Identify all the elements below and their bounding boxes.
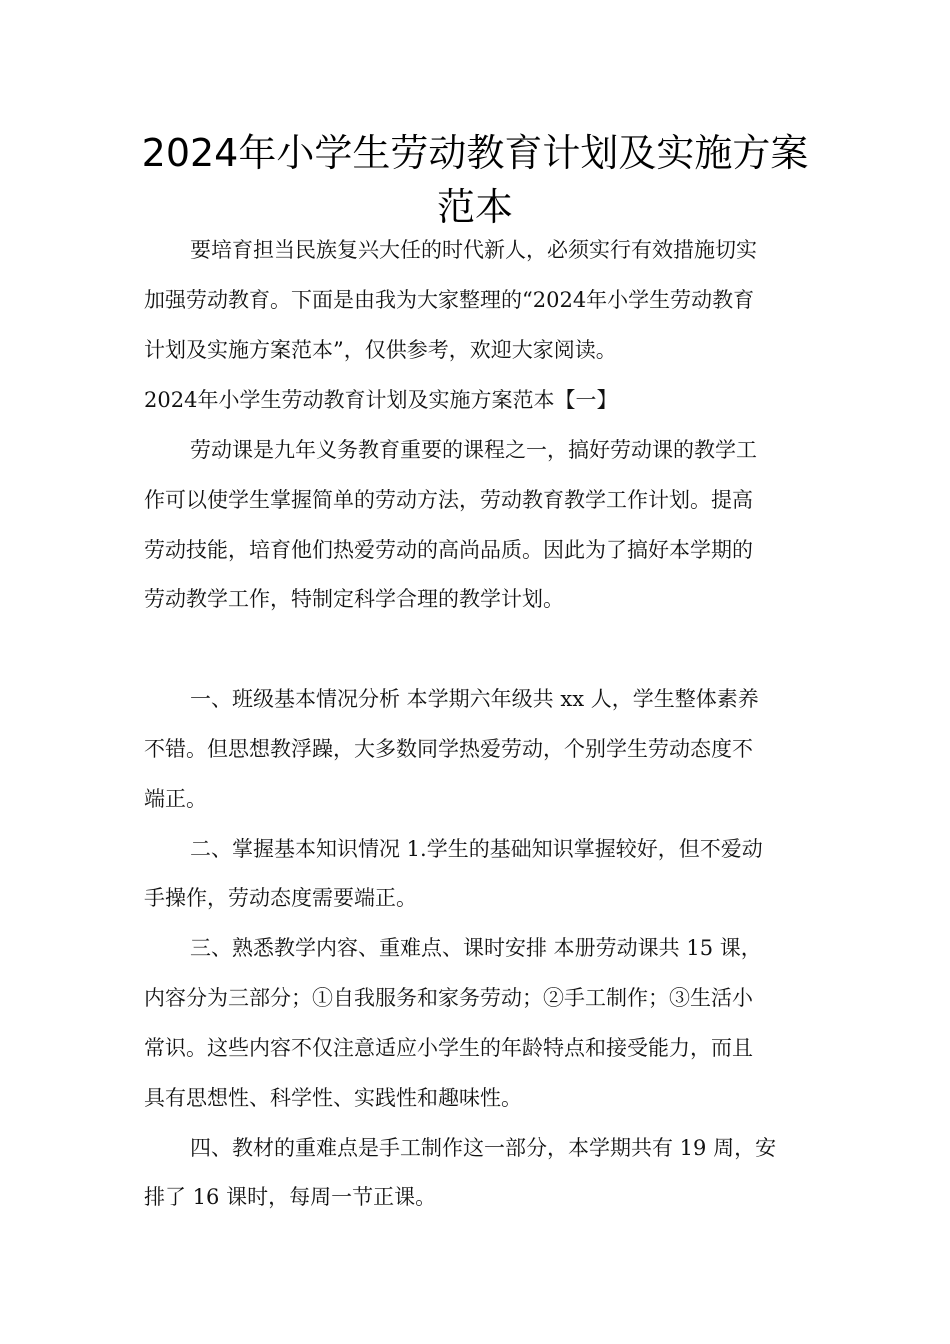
intro-line: 要培育担当民族复兴大任的时代新人，必须实行有效措施切实 (190, 238, 757, 262)
paragraph-line: 劳动教学工作，特制定科学合理的教学计划。 (144, 587, 564, 611)
paragraph-line: 劳动课是九年义务教育重要的课程之一，搞好劳动课的教学工 (190, 438, 757, 462)
paragraph-line: 常识。这些内容不仅注意适应小学生的年龄特点和接受能力，而且 (144, 1036, 753, 1060)
paragraph-line: 手操作，劳动态度需要端正。 (144, 886, 417, 910)
paragraph-line: 四、教材的重难点是手工制作这一部分，本学期共有 19 周，安 (190, 1136, 777, 1160)
paragraph-line: 端正。 (144, 787, 207, 811)
section-heading: 2024年小学生劳动教育计划及实施方案范本【一】 (144, 388, 618, 412)
paragraph-line: 三、熟悉教学内容、重难点、课时安排 本册劳动课共 15 课， (190, 936, 762, 960)
paragraph-line: 劳动技能，培育他们热爱劳动的高尚品质。因此为了搞好本学期的 (144, 538, 753, 562)
paragraph-line: 排了 16 课时，每周一节正课。 (144, 1185, 437, 1209)
paragraph-line: 一、班级基本情况分析 本学期六年级共 xx 人，学生整体素养 (190, 687, 759, 711)
paragraph-line: 作可以使学生掌握简单的劳动方法，劳动教育教学工作计划。提高 (144, 488, 753, 512)
intro-line: 加强劳动教育。下面是由我为大家整理的“2024年小学生劳动教育 (144, 288, 755, 312)
document-title: 2024年小学生劳动教育计划及实施方案 (141, 131, 809, 175)
paragraph-line: 二、掌握基本知识情况 1.学生的基础知识掌握较好，但不爱动 (190, 837, 763, 861)
paragraph-line: 具有思想性、科学性、实践性和趣味性。 (144, 1086, 522, 1110)
paragraph-line: 内容分为三部分；①自我服务和家务劳动；②手工制作；③生活小 (144, 986, 753, 1010)
document-title-continued: 范本 (436, 185, 513, 229)
paragraph-line: 不错。但思想教浮躁，大多数同学热爱劳动，个别学生劳动态度不 (144, 737, 753, 761)
intro-line: 计划及实施方案范本”，仅供参考，欢迎大家阅读。 (144, 338, 617, 362)
